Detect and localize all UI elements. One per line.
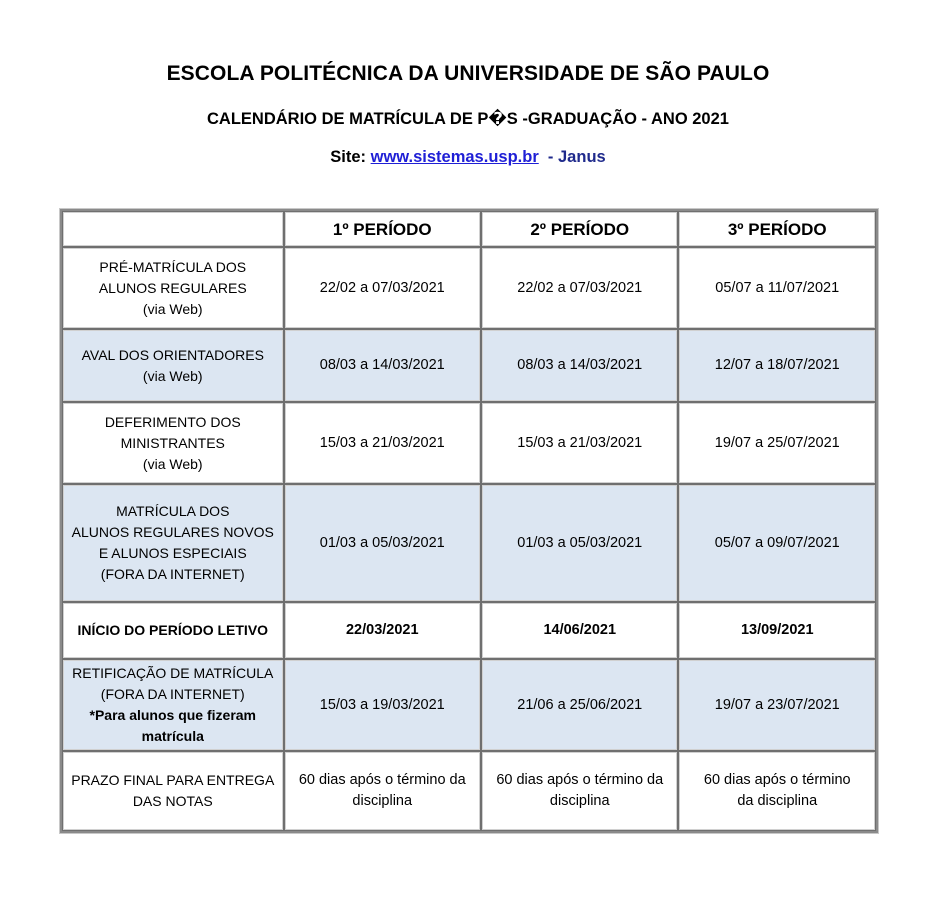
cell-date: 08/03 a 14/03/2021 [481,329,678,402]
table-row [62,247,876,329]
cell-line: disciplina [549,793,610,809]
table-row [62,751,876,831]
cell-date: 22/03/2021 [284,602,481,659]
row-label-matricula [62,484,284,602]
table-row [62,659,876,751]
cell-line: da disciplina [737,793,818,809]
site-prefix: Site: [330,148,371,166]
cell-date: 14/06/2021 [481,602,678,659]
label-line: PRÉ-MATRÍCULA DOS [99,258,247,275]
site-suffix: - Janus [543,148,606,166]
row-label-prazo-final [62,751,284,831]
cell-deadline [481,751,678,831]
label-line: DEFERIMENTO DOS [104,413,241,430]
label-line: (via Web) [142,367,203,384]
site-line [0,145,936,169]
label-line: (FORA DA INTERNET) [100,566,245,582]
cell-line: 60 dias após o término da [298,772,466,788]
label-line: ALUNOS REGULARES [98,279,247,296]
column-header-empty [62,211,284,247]
table-row [62,484,876,602]
cell-date: 22/02 a 07/03/2021 [481,247,678,329]
cell-date: 12/07 a 18/07/2021 [678,329,876,402]
label-note-line: *Para alunos que fizeram [89,707,257,723]
label-line: DAS NOTAS [132,793,213,809]
label-line: MATRÍCULA DOS [116,503,230,519]
cell-deadline [678,751,876,831]
label-line: (via Web) [142,300,203,317]
label-line: PRAZO FINAL PARA ENTREGA [71,772,275,788]
row-label-inicio-periodo: INÍCIO DO PERÍODO LETIVO [62,602,284,659]
label-line: (via Web) [142,455,203,472]
cell-date: 01/03 a 05/03/2021 [481,484,678,602]
cell-date: 08/03 a 14/03/2021 [284,329,481,402]
site-link[interactable]: www.sistemas.usp.br [370,148,539,166]
column-header-period-2: 2º PERÍODO [481,211,678,247]
cell-date: 05/07 a 09/07/2021 [678,484,876,602]
row-label-deferimento [62,402,284,484]
cell-line: disciplina [352,793,413,809]
row-label-pre-matricula [62,247,284,329]
cell-deadline [284,751,481,831]
label-line: ALUNOS REGULARES NOVOS [71,524,274,540]
cell-date: 15/03 a 21/03/2021 [284,402,481,484]
cell-date: 19/07 a 23/07/2021 [678,659,876,751]
label-line: RETIFICAÇÃO DE MATRÍCULA [72,665,274,681]
cell-date: 21/06 a 25/06/2021 [481,659,678,751]
page-subtitle: CALENDÁRIO DE MATRÍCULA DE P�S -GRADUAÇÃO - ANO 2021 [207,110,729,128]
cell-line: 60 dias após o término [703,772,851,788]
label-line: E ALUNOS ESPECIAIS [98,545,247,561]
label-line: (FORA DA INTERNET) [100,686,245,702]
table-row [62,602,876,659]
cell-date: 22/02 a 07/03/2021 [284,247,481,329]
cell-date: 13/09/2021 [678,602,876,659]
column-header-period-3: 3º PERÍODO [678,211,876,247]
cell-date: 15/03 a 21/03/2021 [481,402,678,484]
cell-line: 60 dias após o término da [496,772,664,788]
cell-date: 15/03 a 19/03/2021 [284,659,481,751]
row-label-aval-orientadores [62,329,284,402]
table-header-row [62,211,876,247]
label-line: MINISTRANTES [120,434,225,451]
label-note-line: matrícula [141,728,204,744]
cell-date: 19/07 a 25/07/2021 [678,402,876,484]
cell-date: 05/07 a 11/07/2021 [678,247,876,329]
label-line: AVAL DOS ORIENTADORES [81,346,264,363]
table-row [62,329,876,402]
page-title: ESCOLA POLITÉCNICA DA UNIVERSIDADE DE SÃO PAULO [166,62,770,85]
row-label-retificacao [62,659,284,751]
cell-date: 01/03 a 05/03/2021 [284,484,481,602]
column-header-period-1: 1º PERÍODO [284,211,481,247]
calendar-table [60,209,878,833]
table-row [62,402,876,484]
